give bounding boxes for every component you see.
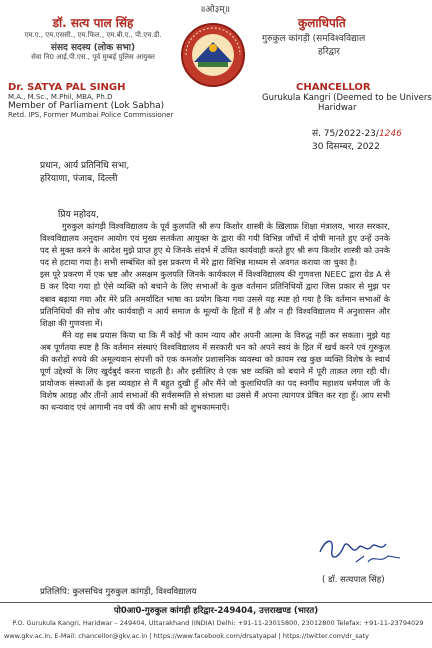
address-line: हरियाणा, पंजाब, दिल्ली	[40, 174, 118, 184]
letter-date: 30 दिसम्बर, 2022	[312, 142, 380, 152]
letterhead-left-hindi	[8, 14, 178, 62]
letterhead-right-hindi	[262, 14, 432, 57]
body-paragraph: गुरुकुल कांगड़ी विश्वविद्यालय के पूर्व कुलपति श्री रूप किशोर शास्त्री के ख़िलाफ़ शिक्षा मंत्रालय, भारत सरकार, विश्वविद्यालय अनुदान आयोग एवं मुख्य सतर्कता आयुक्त के द्वारा की गयी विभिन्न जाँचों में दोषी मानते हुए उन्हें उनके पद से मुक्त करने के आदेश मुझे प्राप्त हुए थे जिनके संदर्भ में उचित कार्यवाही करते हुए श्री रूप किशोर शास्त्री को उनके पद से हटाया गया है। सभी सम्बंधित को इस प्रकरण में मेरे द्वारा विभिन्न माध्यम से अवगत कराया जा चुका है।	[40, 221, 390, 268]
address-line: प्रधान, आर्य प्रतिनिधि सभा,	[40, 161, 130, 171]
sender-name-english: Dr. SATYA PAL SINGH	[8, 82, 126, 93]
signature-name: ( डॉ. सत्यपाल सिंह)	[322, 575, 385, 585]
handwritten-signature	[316, 532, 406, 572]
letterhead-right-english	[262, 82, 432, 113]
copy-to: प्रतिलिपि: कुलसचिव गुरुकुल कांगड़ी, विश्वविद्यालय	[40, 587, 197, 597]
footer-contacts: www.gkv.ac.in, E-Mail: chancellor@gkv.ac.in | https://www.facebook.com/drsatyapal | https://twitter.com/dr_saty	[4, 632, 370, 640]
sender-degrees-hindi: एम.ए., एम.एससी., एम.फिल., एम.बी.ए., पी.एच.डी.	[24, 31, 162, 39]
salutation: प्रिय महोदय,	[58, 210, 99, 220]
reference-number	[312, 126, 402, 139]
body-paragraph: मैंने यह सब प्रयास किया था कि मैं कोई भी काम न्याय और अपनी आत्मा के विरुद्ध नहीं कर सकता। मुझे यह अब पूर्णतया स्पष्ट है कि वर्तमान संस्थाएं विश्वविद्यालय में सरकारी धन को अपने स्वयं के हित में खर्च करने एवं गुरुकुल की करोड़ों रुपये की अमूल्यवान संपत्ती को एक कमजोर प्रशासनिक व्यवस्था को क़ायम रख कुछ व्यक्ति विशेष के स्वार्थ पूर्ण उद्देश्यों के लिए खुर्दबुर्द करना चाहती है। और इसीलिए वे एक भ्रष्ट व्यक्ति को बचाने में पूरी ताक़त लगा रही थी। प्रायोजक संस्थाओं के इस व्यवहार से मैं बहुत दुखी हूँ और मैंने जो कुलाधिपति का पद स्वर्गीय महाशय धर्मपाल जी के विशेष आग्रह और तीनों आर्य सभाओं की सर्वसम्मति से संभाला था उससे मैं अपना त्यागपत्र प्रेषित कर रहा हूँ। आप सभी का धन्यवाद एवं आगामी नव वर्ष की आप सभी को शुभकामनाएँ।	[40, 329, 390, 413]
sender-service-hindi: सेवा नि0 आई.पी.एस., पूर्व मुम्बई पुलिस आयुक्त	[31, 53, 155, 61]
institution-hindi: गुरुकुल कांगड़ी (समविश्वविद्याल	[262, 34, 366, 44]
reference-handwritten: 1246	[378, 129, 402, 139]
letter-body	[40, 220, 390, 414]
chancellor-title-hindi: कुलाधिपति	[298, 16, 346, 30]
sender-mp-hindi: संसद सदस्य (लोक सभा)	[50, 43, 136, 53]
body-paragraph: इस पूरे प्रकरण में एक भ्रष्ट और असक्षम कुलपति जिनके कार्यकाल में विश्वविद्यालय की गुणवत्ता NEEC द्वारा ग्रेड A से B कर दिया गया हो ऐसे व्यक्ति को बचाने के लिए सभाओं के कुछ वर्तमान प्रतिनिधियों द्वारा जिस प्रकार से मुझ पर दबाव बढ़ाया गया और मेरे प्रति अमर्यादित भाषा का प्रयोग किया गया उससे यह स्पष्ट हो गया है कि वर्तमान सभाओं के प्रतिनिधियों की सोच और कार्यवाही न आर्य समाज के मूल्यों के हितों में है और न ही विश्वविद्यालय में अनुशासन और शिक्षा की गुणवत्ता में।	[40, 269, 390, 328]
institution-english: Gurukula Kangri (Deemed to be Univers	[262, 93, 432, 103]
sender-service-english: Retd. IPS, Former Mumbai Police Commissioner	[8, 111, 174, 119]
sender-name-hindi: डॉ. सत्य पाल सिंह	[52, 16, 134, 30]
om-symbol: ॥ओ३म्॥	[200, 5, 231, 15]
footer-address-english: P.O. Gurukula Kangri, Haridwar – 249404, Uttarakhand (INDIA) Delhi: +91-11-23015800, 23012800 Telefax: +91-11-23794029	[12, 619, 424, 627]
footer-address-hindi: पो0आ0-गुरुकुल कांगड़ी हरिद्वार-249404, उत्तराखण्ड (भारत)	[113, 606, 319, 616]
university-emblem-icon	[180, 22, 246, 88]
reference-prefix: सं. 75/2022-23/	[312, 129, 379, 139]
letterhead-left-english	[8, 82, 178, 119]
place-english: Haridwar	[318, 103, 357, 113]
chancellor-title-english: CHANCELLOR	[296, 82, 371, 93]
recipient-address	[40, 160, 129, 186]
footer-divider	[0, 602, 432, 603]
sender-degrees-english: M.A., M.Sc., M.Phil, MBA, Ph.D	[8, 93, 113, 101]
sender-mp-english: Member of Parliament (Lok Sabha)	[8, 101, 165, 111]
place-hindi: हरिद्वार	[318, 47, 340, 57]
